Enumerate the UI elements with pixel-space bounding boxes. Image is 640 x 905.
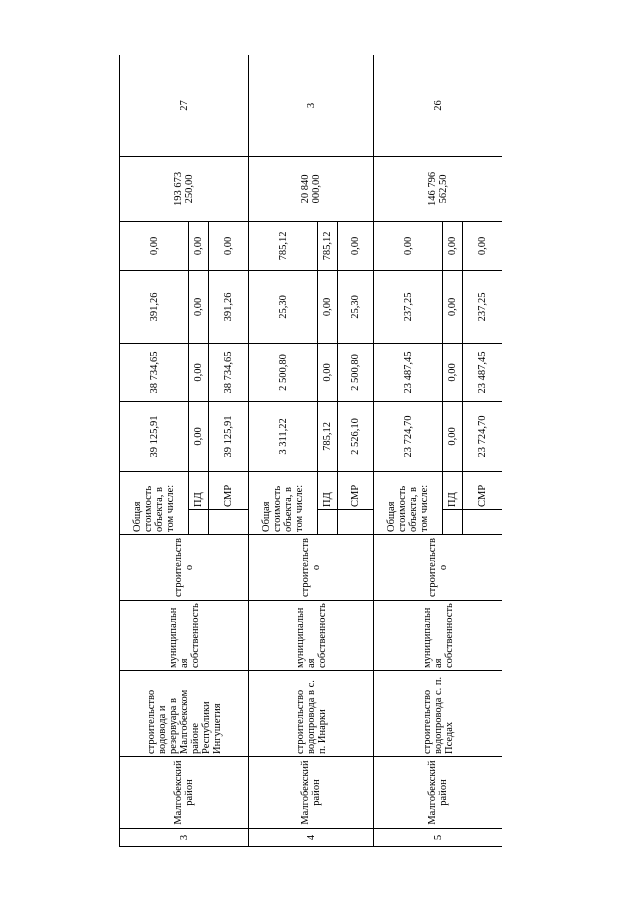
value-cell: 0,00 [443, 270, 463, 343]
value-cell: 23 487,45 [374, 343, 443, 401]
value-cell: 23 487,45 [463, 343, 503, 401]
pd-label-cell: ПД [443, 471, 463, 509]
work-type-cell: строительство [120, 535, 249, 601]
value-cell: 25,30 [249, 270, 318, 343]
value-cell: 0,00 [463, 221, 503, 270]
last-column-cell: 26 [374, 55, 503, 156]
value-cell: 0,00 [443, 221, 463, 270]
value-cell: 237,25 [463, 270, 503, 343]
object-name-cell: строительство водовода и резервуара в Малгобекском районе Республики Ингушетия [120, 671, 249, 757]
value-cell: 0,00 [443, 401, 463, 471]
value-cell: 23 724,70 [463, 401, 503, 471]
value-cell: 0,00 [443, 343, 463, 401]
value-cell: 3 311,22 [249, 401, 318, 471]
value-cell: 0,00 [189, 343, 209, 401]
indent-cell [463, 510, 503, 535]
value-cell: 0,00 [189, 270, 209, 343]
value-cell: 25,30 [338, 270, 374, 343]
ownership-cell: муниципальная собственность [120, 601, 249, 671]
value-cell: 38 734,65 [209, 343, 249, 401]
value-cell: 23 724,70 [374, 401, 443, 471]
row-number: 4 [249, 829, 374, 847]
ownership-cell: муниципальная собственность [249, 601, 374, 671]
value-cell: 0,00 [338, 221, 374, 270]
object-name-cell: строительство водопровода с. п. Пседах [374, 671, 503, 757]
table-row [374, 55, 443, 847]
district-cell: Малгобекский район [120, 757, 249, 829]
district-cell: Малгобекский район [249, 757, 374, 829]
value-cell: 2 500,80 [249, 343, 318, 401]
table-frame [119, 55, 502, 847]
value-cell: 785,12 [318, 401, 338, 471]
indent-cell [189, 510, 209, 535]
row-number: 5 [374, 829, 503, 847]
value-cell: 0,00 [189, 401, 209, 471]
total-label-cell: Общая стоимость объекта, в том числе: [374, 471, 443, 534]
value-cell: 2 500,80 [338, 343, 374, 401]
value-cell: 0,00 [189, 221, 209, 270]
value-cell: 2 526,10 [338, 401, 374, 471]
ownership-cell: муниципальная собственность [374, 601, 503, 671]
amount-cell: 20 840 000,00 [249, 156, 374, 221]
object-name-cell: строительство водопровода в с. п. Инарки [249, 671, 374, 757]
smr-label-cell: СМР [209, 471, 249, 509]
amount-cell: 193 673 250,00 [120, 156, 249, 221]
total-label-cell: Общая стоимость объекта, в том числе: [249, 471, 318, 534]
value-cell: 0,00 [374, 221, 443, 270]
smr-label-cell: СМР [463, 471, 503, 509]
work-type-cell: строительство [374, 535, 503, 601]
value-cell: 38 734,65 [120, 343, 189, 401]
value-cell: 391,26 [209, 270, 249, 343]
value-cell: 0,00 [318, 270, 338, 343]
pd-label-cell: ПД [189, 471, 209, 509]
value-cell: 0,00 [318, 343, 338, 401]
indent-cell [443, 510, 463, 535]
last-column-cell: 3 [249, 55, 374, 156]
last-column-cell: 27 [120, 55, 249, 156]
indent-cell [318, 510, 338, 535]
value-cell: 391,26 [120, 270, 189, 343]
value-cell: 0,00 [120, 221, 189, 270]
table-row [120, 55, 189, 847]
row-number: 3 [120, 829, 249, 847]
table-row [249, 55, 318, 847]
value-cell: 39 125,91 [120, 401, 189, 471]
object-cost-table [119, 55, 502, 847]
indent-cell [338, 510, 374, 535]
value-cell: 785,12 [318, 221, 338, 270]
value-cell: 0,00 [209, 221, 249, 270]
value-cell: 237,25 [374, 270, 443, 343]
district-cell: Малгобекский район [374, 757, 503, 829]
pd-label-cell: ПД [318, 471, 338, 509]
indent-cell [209, 510, 249, 535]
value-cell: 39 125,91 [209, 401, 249, 471]
smr-label-cell: СМР [338, 471, 374, 509]
work-type-cell: строительство [249, 535, 374, 601]
rotated-table-container [119, 55, 502, 847]
total-label-cell: Общая стоимость объекта, в том числе: [120, 471, 189, 534]
amount-cell: 146 796 562,50 [374, 156, 503, 221]
value-cell: 785,12 [249, 221, 318, 270]
